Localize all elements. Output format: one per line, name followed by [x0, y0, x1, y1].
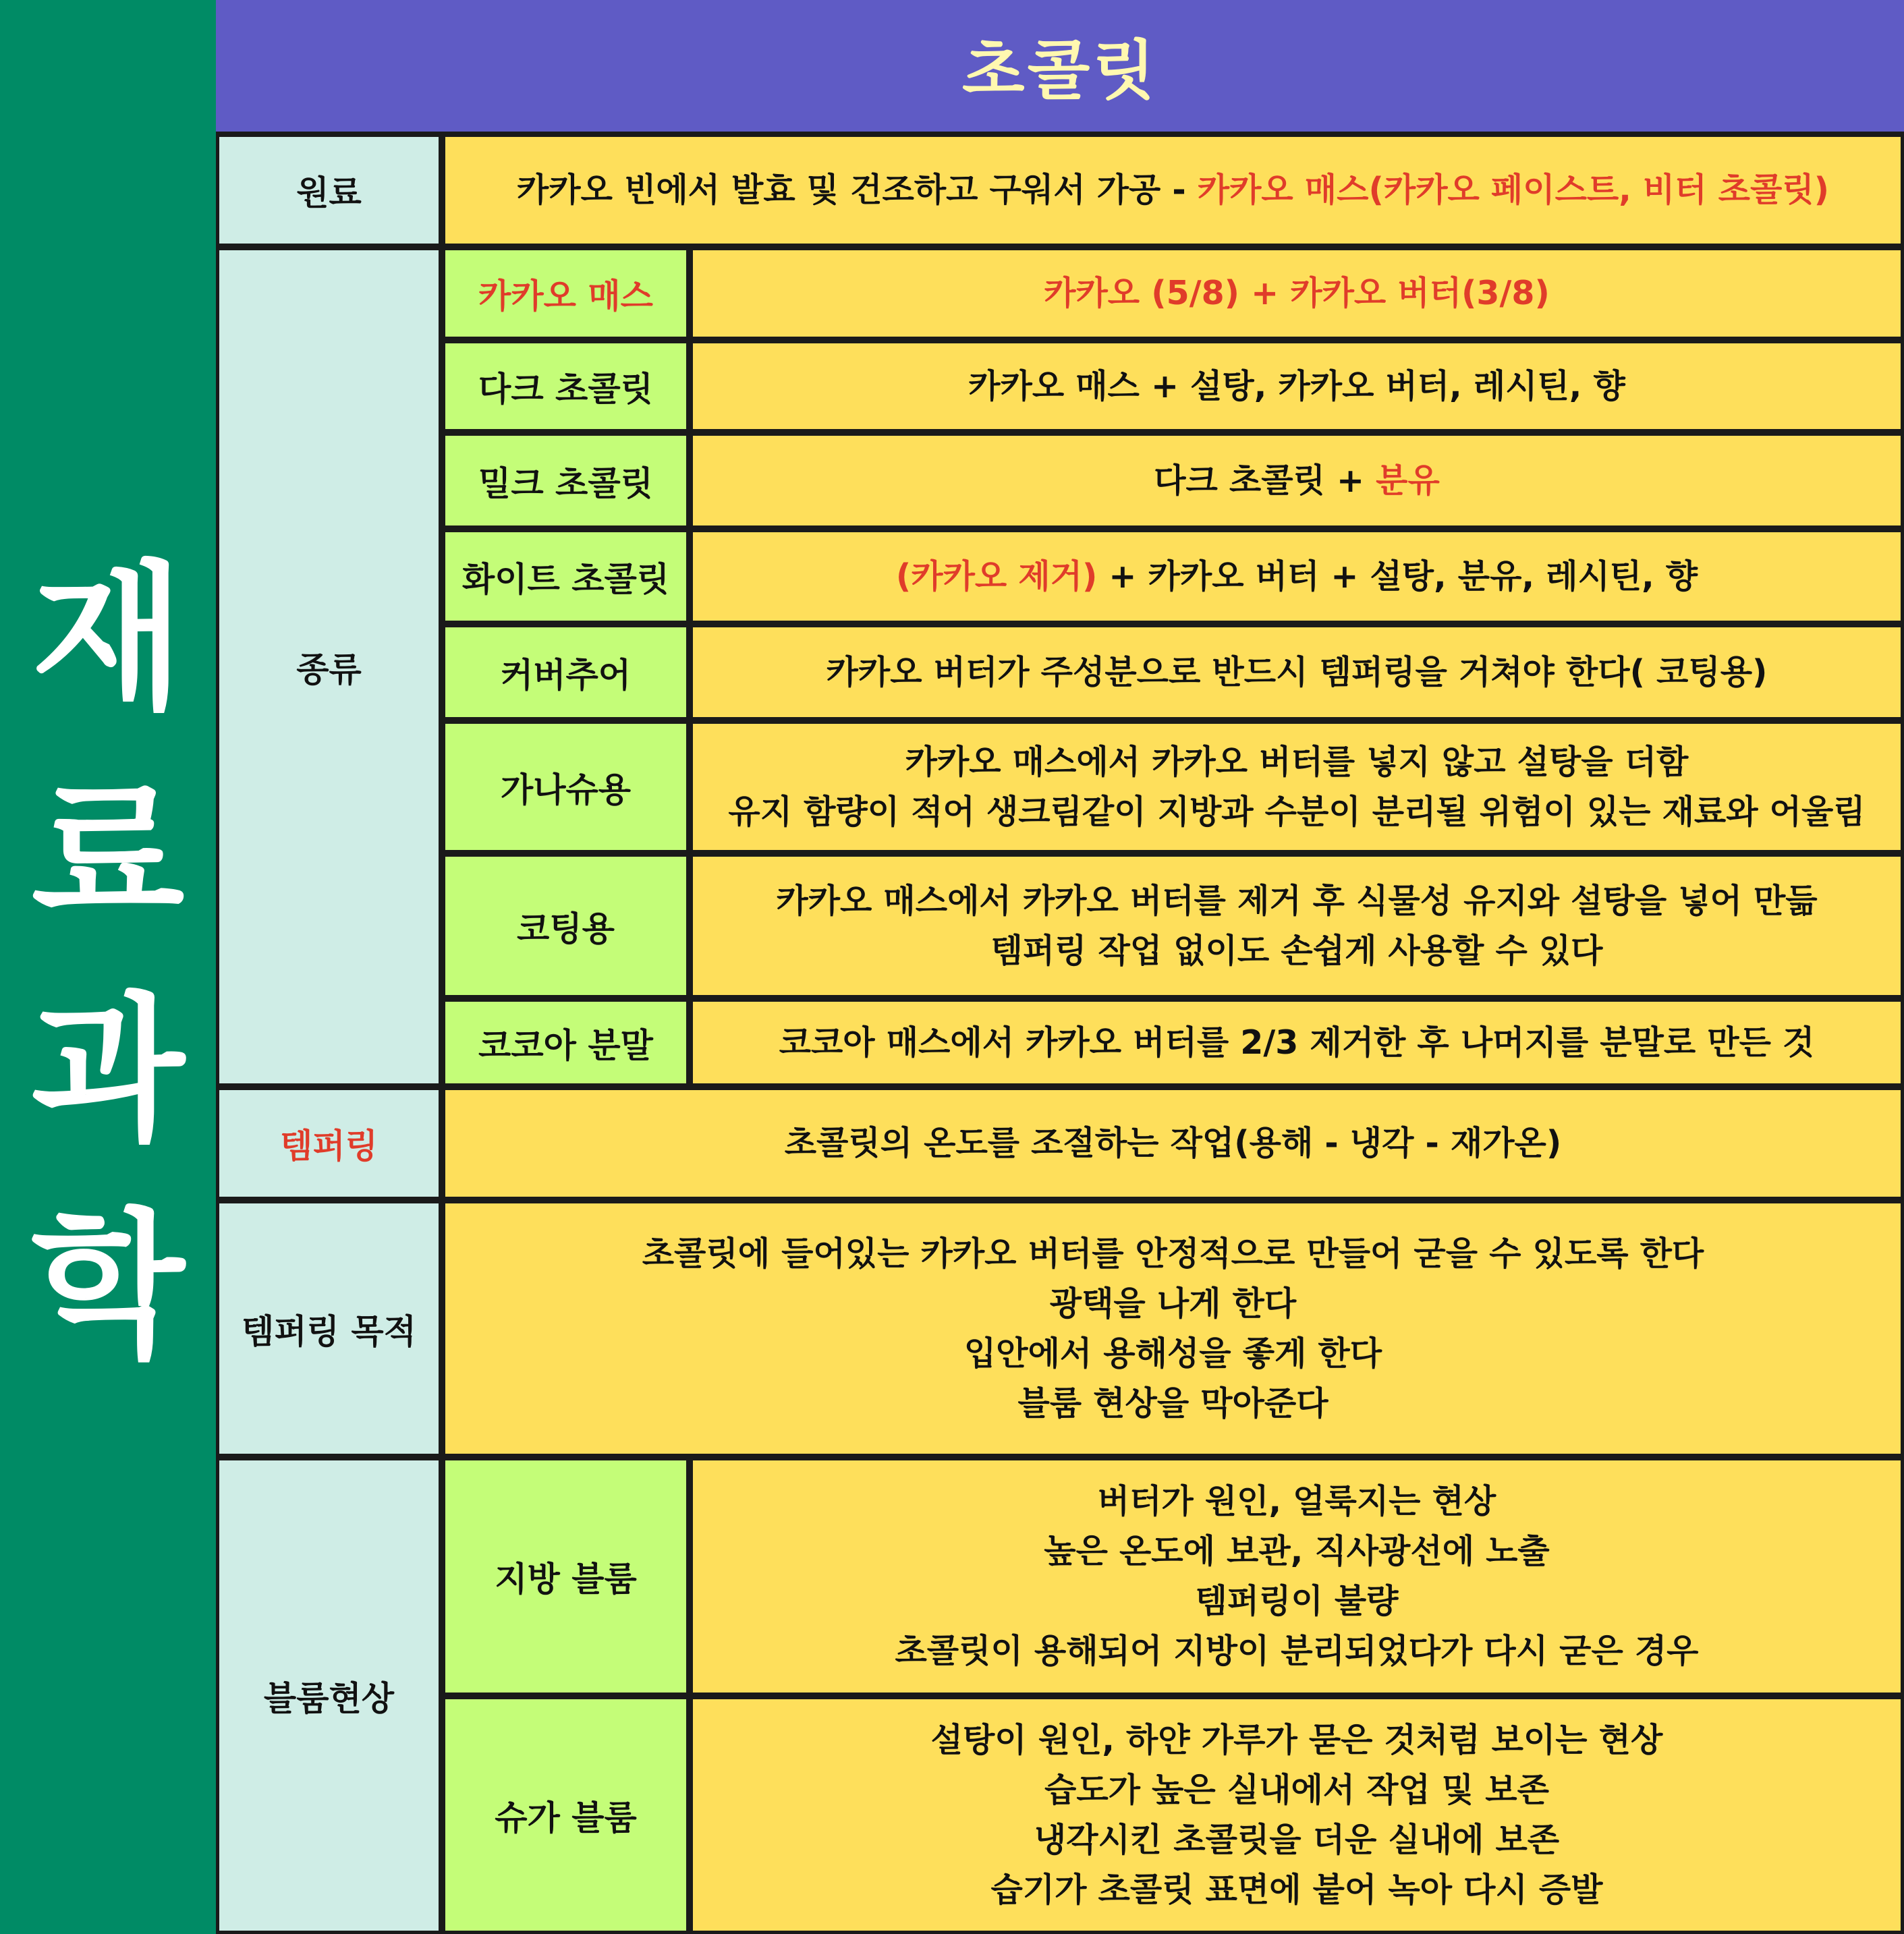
sidebar-title-char-2: 료: [31, 763, 185, 947]
raw-material-label: 원료: [296, 173, 362, 212]
sidebar-title-char-3: 과: [31, 979, 185, 1163]
bloom-name: 슈가 블룸: [495, 1798, 637, 1838]
type-desc-line: [1154, 456, 1440, 506]
type-desc: 카카오 버터가 주성분으로 반드시 템퍼링을 거쳐야 한다( 코팅용): [826, 652, 1768, 691]
type-name: 코팅용: [517, 909, 615, 948]
type-name: 화이트 초콜릿: [461, 559, 670, 599]
type-name: 카카오 매스: [478, 277, 653, 316]
type-name-couverture: [442, 624, 690, 720]
bloom-name-fat: [442, 1457, 690, 1696]
row-label-bloom: [216, 1457, 442, 1934]
type-desc-milk-chocolate: [690, 432, 1904, 529]
type-name: 코코아 분말: [478, 1025, 653, 1065]
tempering-purpose-description: [442, 1200, 1904, 1457]
raw-material-highlight: 카카오 매스(카카오 페이스트, 비터 초콜릿): [1197, 171, 1830, 209]
sidebar-title-char-1: 재: [31, 547, 185, 731]
purpose-line: 초콜릿에 들어있는 카카오 버터를 안정적으로 만들어 굳을 수 있도록 한다: [642, 1234, 1704, 1273]
type-name-cacao-mass: [442, 247, 690, 340]
tempering-description: [442, 1087, 1904, 1200]
tempering-text: 초콜릿의 온도를 조절하는 작업(용해 - 냉각 - 재가온): [784, 1124, 1562, 1162]
type-desc-text: 다크 초콜릿 +: [1154, 461, 1376, 500]
raw-material-text: 카카오 빈에서 발효 및 건조하고 구워서 가공 -: [516, 171, 1198, 209]
bloom-desc-line: 냉각시킨 초콜릿을 더운 실내에 보존: [1034, 1820, 1560, 1859]
type-name: 밀크 초콜릿: [478, 463, 653, 503]
type-desc-line: [896, 552, 1698, 602]
type-desc-cocoa-powder: [690, 998, 1904, 1087]
row-label-types: [216, 247, 442, 1087]
header-bar: [216, 0, 1904, 134]
bloom-desc-line: 설탕이 원인, 하얀 가루가 묻은 것처럼 보이는 현상: [930, 1720, 1663, 1759]
tempering-label: 템퍼링: [280, 1127, 378, 1166]
bloom-desc-line: 버터가 원인, 얼룩지는 현상: [1097, 1482, 1496, 1520]
type-desc-white-chocolate: [690, 529, 1904, 624]
type-desc-dark-chocolate: [690, 340, 1904, 432]
type-desc-highlight: (카카오 제거): [895, 557, 1098, 596]
type-name-milk-chocolate: [442, 432, 690, 529]
purpose-line: 블룸 현상을 막아준다: [1017, 1384, 1328, 1423]
type-name-dark-chocolate: [442, 340, 690, 432]
bloom-name-sugar: [442, 1696, 690, 1934]
raw-material-description: [442, 134, 1904, 247]
type-desc-coating: [690, 853, 1904, 998]
purpose-line: 입안에서 용해성을 좋게 한다: [963, 1334, 1382, 1373]
bloom-desc-line: 초콜릿이 용해되어 지방이 분리되었다가 다시 굳은 경우: [895, 1632, 1699, 1670]
type-desc-line: 템퍼링 작업 없이도 손쉽게 사용할 수 있다: [990, 931, 1603, 970]
sidebar-title-char-4: 학: [31, 1195, 185, 1379]
row-label-raw-material: [216, 134, 442, 247]
type-desc-cacao-mass: [690, 247, 1904, 340]
type-desc-text: + 카카오 버터 + 설탕, 분유, 레시틴, 향: [1097, 557, 1698, 596]
type-desc-line: 유지 함량이 적어 생크림같이 지방과 수분이 분리될 위험이 있는 재료와 어울림: [728, 792, 1866, 831]
bloom-desc-line: 높은 온도에 보관, 직사광선에 노출: [1044, 1532, 1550, 1570]
type-desc-highlight: 분유: [1376, 461, 1440, 500]
type-name: 커버추어: [500, 655, 632, 695]
bloom-desc-sugar: [690, 1696, 1904, 1934]
type-desc: 카카오 매스 + 설탕, 카카오 버터, 레시틴, 향: [968, 366, 1625, 405]
bloom-desc-line: 템퍼링이 불량: [1195, 1582, 1399, 1620]
type-desc: 카카오 (5/8) + 카카오 버터(3/8): [1044, 274, 1550, 312]
type-desc: 코코아 매스에서 카카오 버터를 2/3 제거한 후 나머지를 분말로 만든 것: [779, 1023, 1815, 1062]
type-name: 다크 초콜릿: [478, 369, 653, 409]
raw-material-text-line: [517, 165, 1829, 215]
row-label-tempering: [216, 1087, 442, 1200]
type-name-white-chocolate: [442, 529, 690, 624]
bloom-desc-line: 습도가 높은 실내에서 작업 및 보존: [1044, 1770, 1549, 1809]
type-desc-line: 카카오 매스에서 카카오 버터를 넣지 않고 설탕을 더함: [905, 742, 1689, 781]
type-name-ganache: [442, 720, 690, 853]
sidebar: [0, 0, 216, 1934]
type-desc-ganache: [690, 720, 1904, 853]
row-label-tempering-purpose: [216, 1200, 442, 1457]
bloom-desc-fat: [690, 1457, 1904, 1696]
type-desc-couverture: [690, 624, 1904, 720]
types-label: 종류: [296, 650, 362, 689]
type-name-cocoa-powder: [442, 998, 690, 1087]
purpose-line: 광택을 나게 한다: [1049, 1284, 1297, 1323]
bloom-desc-line: 습기가 초콜릿 표면에 붙어 녹아 다시 증발: [990, 1870, 1603, 1909]
type-desc-line: 카카오 매스에서 카카오 버터를 제거 후 식물성 유지와 설탕을 넣어 만듦: [776, 881, 1818, 920]
type-name-coating: [442, 853, 690, 998]
page-title: 초콜릿: [961, 33, 1158, 109]
bloom-name: 지방 블룸: [495, 1560, 637, 1599]
type-name: 가나슈용: [500, 770, 632, 809]
tempering-purpose-label: 템퍼링 목적: [242, 1311, 416, 1351]
bloom-label: 블룸현상: [263, 1678, 395, 1718]
